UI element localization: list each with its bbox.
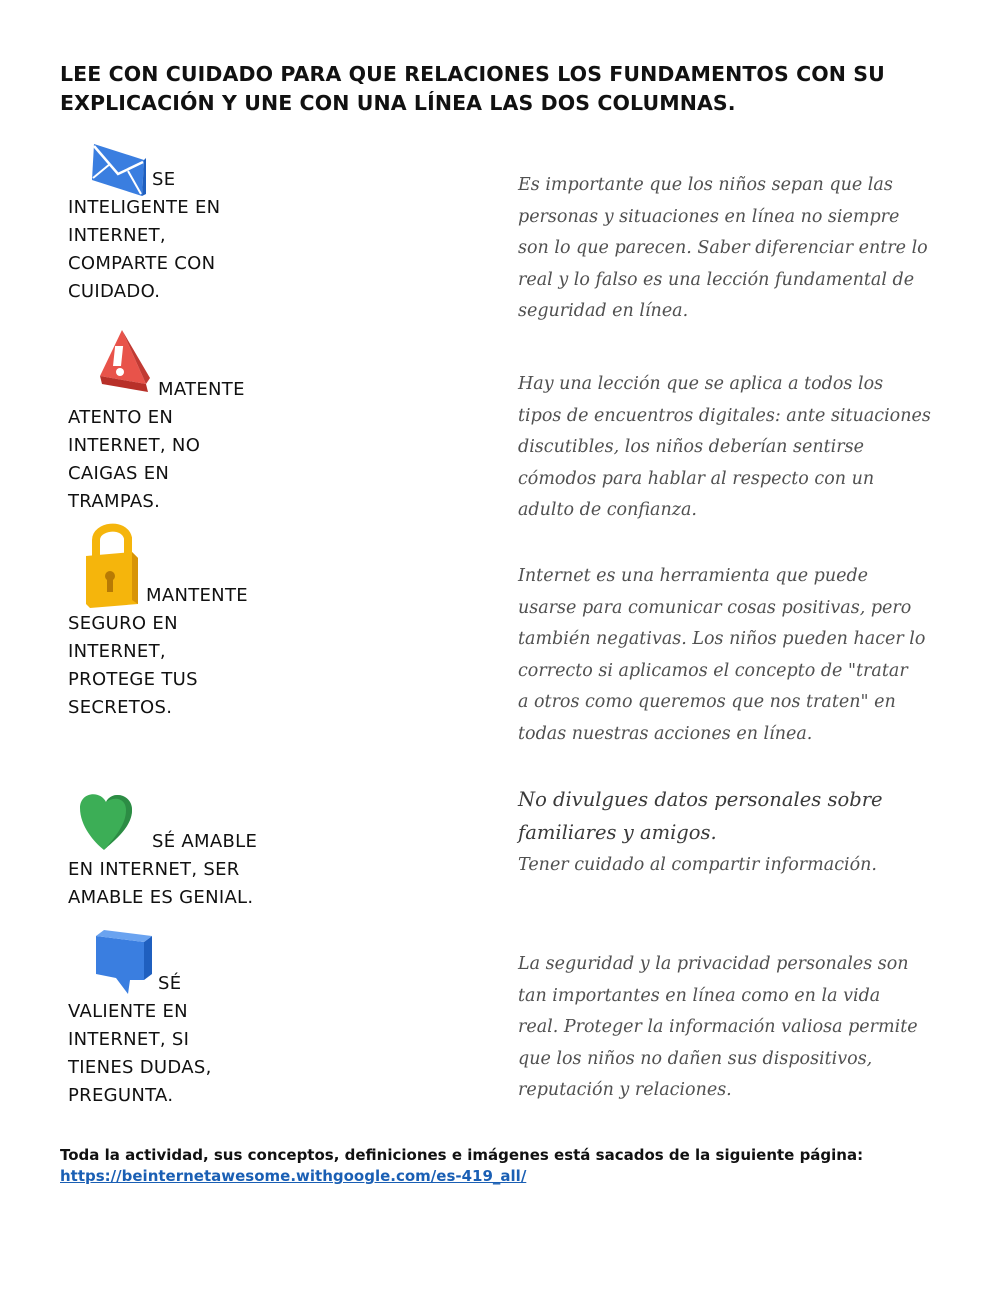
fundamento-item-3 (68, 518, 278, 718)
fundamento-first-word: SÉ AMABLE (152, 831, 258, 852)
fundamento-item-5 (68, 928, 278, 1113)
fundamento-text: SEGURO EN INTERNET, PROTEGE TUS SECRETOS. (68, 613, 198, 718)
fundamento-text: EN INTERNET, SER AMABLE ES GENIAL. (68, 859, 254, 908)
fundamento-text: VALIENTE EN INTERNET, SI TIENES DUDAS, PREGUNTA. (68, 1001, 212, 1106)
fundamento-item-1 (68, 138, 278, 308)
explicacion-1: Es importante que los niños sepan que las personas y situaciones en línea no siempre son lo que parecen. Saber diferenciar entre lo real y lo falso es una lección fundamental de seguridad en línea. (518, 175, 928, 321)
fundamento-text: INTELIGENTE EN INTERNET, COMPARTE CON CUIDADO. (68, 197, 221, 302)
fundamento-first-word: MANTENTE (146, 585, 248, 606)
title-line-1: LEE CON CUIDADO PARA QUE RELACIONES LOS FUNDAMENTOS CON SU (60, 62, 885, 86)
source-link[interactable]: https://beinternetawesome.withgoogle.com/es-419_all/ (60, 1167, 527, 1185)
explicacion-3: Internet es una herramienta que puede usarse para comunicar cosas positivas, pero también negativas. Los niños pueden hacer lo correcto si aplicamos el concepto de "tratar a otros como queremos que nos traten" en todas nuestras acciones en línea. (518, 566, 926, 744)
envelope-icon (88, 138, 150, 200)
explicacion-2: Hay una lección que se aplica a todos los tipos de encuentros digitales: ante situaciones discutibles, los niños deberían sentirse cómodos para hablar al respecto con un adulto de confianza. (518, 374, 931, 520)
fundamento-item-2 (68, 328, 278, 518)
fundamento-first-word: SE (152, 169, 176, 190)
fundamento-text: ATENTO EN INTERNET, NO CAIGAS EN TRAMPAS. (68, 407, 201, 512)
title-line-2: EXPLICACIÓN Y UNE CON UNA LÍNEA LAS DOS COLUMNAS. (60, 91, 736, 115)
footer (60, 1145, 940, 1187)
warning-icon (94, 328, 152, 400)
speech-bubble-icon (94, 928, 154, 998)
explicacion-4: No divulgues datos personales sobre familiares y amigos. Tener cuidado al compartir información. (518, 788, 883, 875)
page-title (60, 60, 940, 118)
explicacion-5: La seguridad y la privacidad personales son tan importantes en línea como en la vida real. Proteger la información valiosa permite que los niños no dañen sus dispositivos, reputación y relaciones. (518, 954, 918, 1100)
fundamento-first-word: SÉ (158, 973, 182, 994)
source-note: Toda la actividad, sus conceptos, definiciones e imágenes está sacados de la siguiente página: (60, 1146, 864, 1164)
fundamento-item-4 (68, 788, 278, 918)
lock-icon (82, 518, 142, 610)
fundamento-first-word: MATENTE (158, 379, 245, 400)
heart-icon (76, 788, 138, 854)
